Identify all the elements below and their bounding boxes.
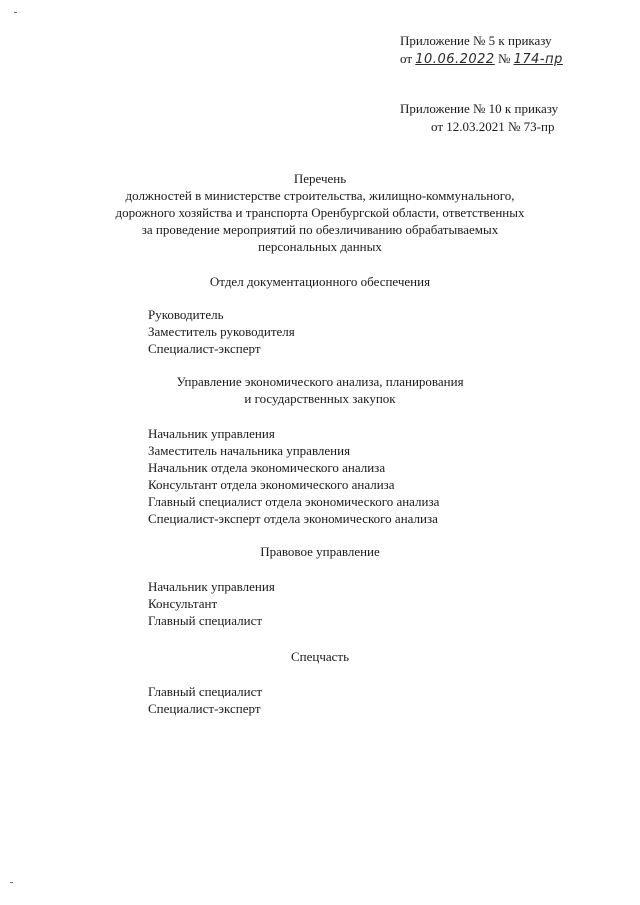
section-heading-legal: Правовое управление xyxy=(260,544,380,559)
scan-speck xyxy=(10,882,13,883)
appendix-prefix: от xyxy=(400,51,413,66)
list-item: Специалист-эксперт xyxy=(148,701,261,716)
list-item: Начальник управления xyxy=(148,579,275,594)
section-heading-economics-line2: и государственных закупок xyxy=(244,391,396,406)
scan-speck xyxy=(14,12,17,13)
document-subtitle-line4: персональных данных xyxy=(258,239,382,254)
section-heading-economics-line1: Управление экономического анализа, планирования xyxy=(176,374,464,389)
appendix-current-line2 xyxy=(400,50,563,68)
document-subtitle-line3: за проведение мероприятий по обезличиванию обрабатываемых xyxy=(141,222,499,237)
list-item: Руководитель xyxy=(148,307,224,322)
list-item: Специалист-эксперт отдела экономического анализа xyxy=(148,511,438,526)
list-item: Начальник управления xyxy=(148,426,275,441)
list-item: Главный специалист xyxy=(148,613,263,628)
document-title: Перечень xyxy=(293,171,347,186)
list-item: Главный специалист xyxy=(148,684,263,699)
appendix-handwritten-date: 10.06.2022 xyxy=(415,52,495,67)
appendix-number-sign: № xyxy=(497,51,511,66)
document-subtitle-line1: должностей в министерстве строительства, жилищно-коммунального, xyxy=(125,188,515,203)
document-subtitle-line2: дорожного хозяйства и транспорта Оренбургской области, ответственных xyxy=(115,205,525,220)
list-item: Заместитель начальника управления xyxy=(148,443,351,458)
appendix-current-line1: Приложение № 5 к приказу xyxy=(400,33,552,48)
list-item: Заместитель руководителя xyxy=(148,324,295,339)
list-item: Консультант xyxy=(148,596,218,611)
list-item: Консультант отдела экономического анализа xyxy=(148,477,395,492)
appendix-original-line1: Приложение № 10 к приказу xyxy=(400,101,559,116)
appendix-original-line2: от 12.03.2021 № 73-пр xyxy=(431,119,555,134)
appendix-handwritten-number: 174-пр xyxy=(513,52,563,67)
list-item: Начальник отдела экономического анализа xyxy=(148,460,386,475)
section-heading-records: Отдел документационного обеспечения xyxy=(209,274,431,289)
section-heading-special: Спецчасть xyxy=(290,649,350,664)
list-item: Главный специалист отдела экономического анализа xyxy=(148,494,440,509)
list-item: Специалист-эксперт xyxy=(148,341,261,356)
